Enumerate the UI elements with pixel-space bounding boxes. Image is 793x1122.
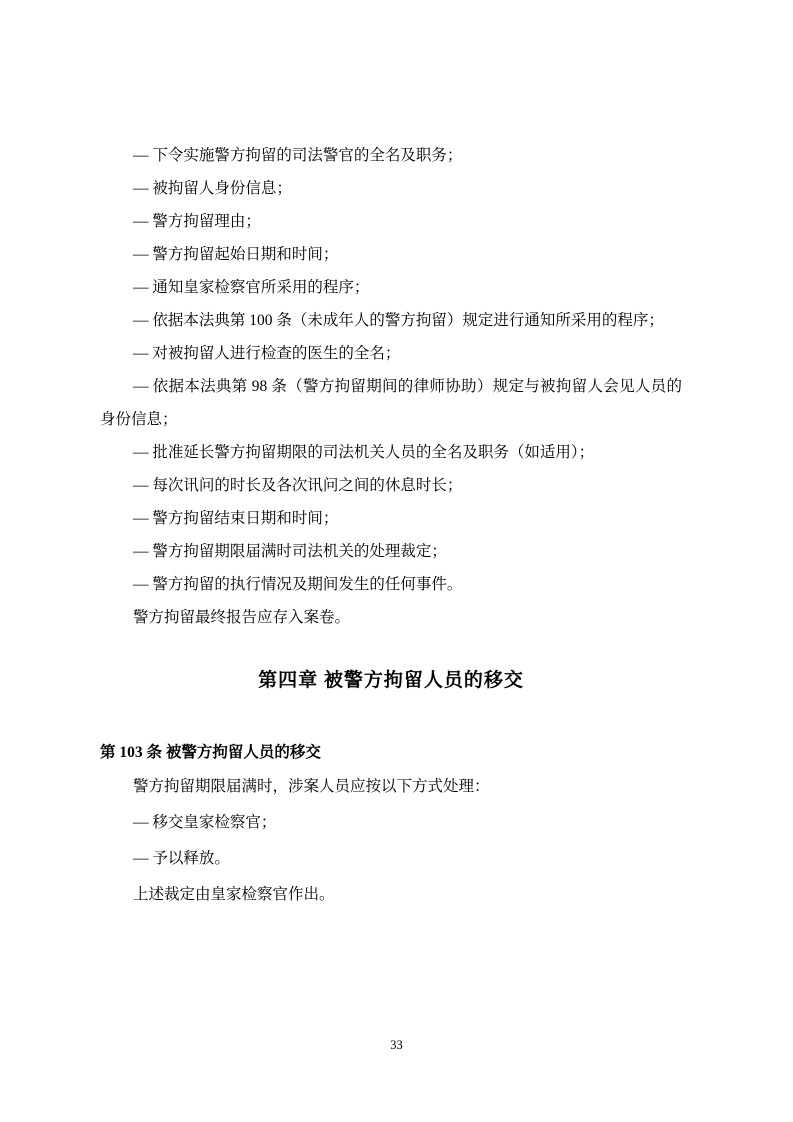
list-item: — 通知皇家检察官所采用的程序； (133, 279, 370, 296)
list-item: — 下令实施警方拘留的司法警官的全名及职务； (133, 147, 463, 164)
list-item: — 警方拘留理由； (133, 213, 261, 230)
list-item: — 依据本法典第 98 条（警方拘留期间的律师协助）规定与被拘留人会见人员的身份信息； (100, 378, 682, 428)
list-item: — 警方拘留期限届满时司法机关的处理裁定； (133, 543, 447, 560)
list-item: — 依据本法典第 100 条（未成年人的警方拘留）规定进行通知所采用的程序； (133, 312, 664, 329)
list-item: — 被拘留人身份信息； (133, 180, 292, 197)
article-closing: 上述裁定由皇家检察官作出。 (133, 886, 335, 903)
document-content (100, 139, 682, 913)
chapter-heading: 第四章 被警方拘留人员的移交 (258, 670, 524, 691)
list-item: — 警方拘留起始日期和时间； (133, 246, 339, 263)
page-number: 33 (390, 1038, 403, 1052)
list-item: — 每次讯问的时长及各次讯问之间的休息时长； (133, 477, 463, 494)
article-intro: 警方拘留期限届满时，涉案人员应按以下方式处理： (133, 778, 490, 795)
list-item: — 警方拘留结束日期和时间； (133, 510, 339, 527)
list-item: — 予以释放。 (133, 850, 230, 867)
list-item: — 警方拘留的执行情况及期间发生的任何事件。 (133, 576, 463, 593)
list-item: — 批准延长警方拘留期限的司法机关人员的全名及职务（如适用）； (133, 444, 595, 461)
list-item: — 移交皇家检察官； (133, 814, 277, 831)
article-heading: 第 103 条 被警方拘留人员的移交 (100, 744, 321, 761)
list-item: — 对被拘留人进行检查的医生的全名； (133, 345, 401, 362)
report-closing-paragraph: 警方拘留最终报告应存入案卷。 (133, 609, 351, 626)
